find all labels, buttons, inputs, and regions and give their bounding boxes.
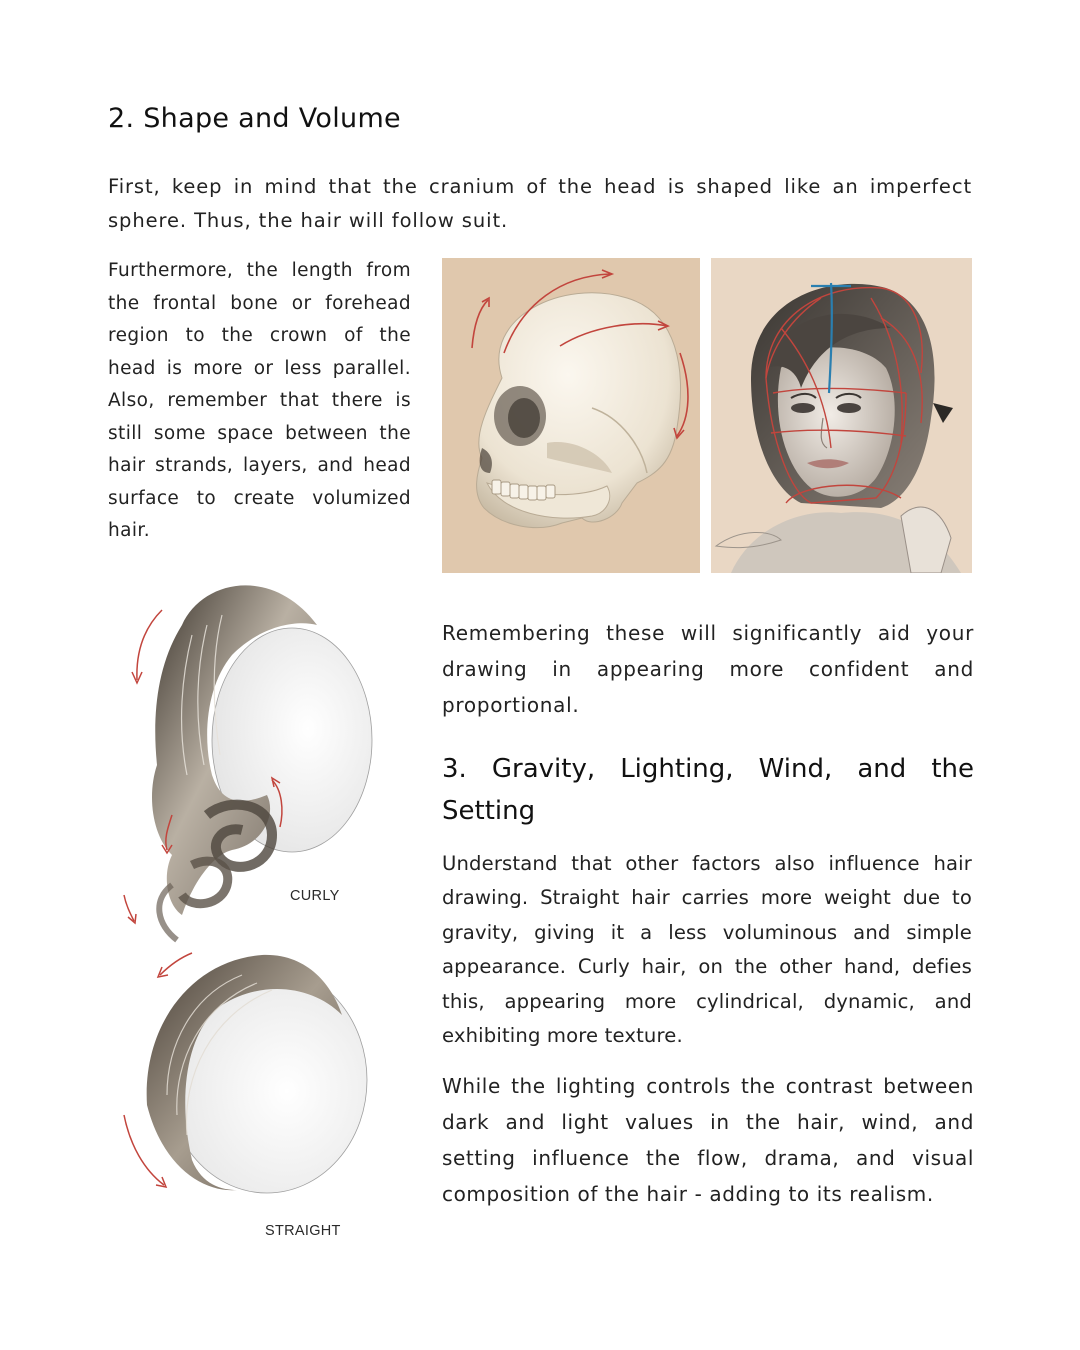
section-title-gravity-lighting: 3. Gravity, Lighting, Wind, and the Setting (442, 754, 974, 826)
section-title-shape-volume: 2. Shape and Volume (108, 103, 401, 134)
intro-paragraph: First, keep in mind that the cranium of the head is shaped like an imperfect sphere. Thus, the hair will follow suit. (108, 175, 972, 232)
understand-paragraph: Understand that other factors also influence hair drawing. Straight hair carries more weight due to gravity, giving it a less voluminous and simple appearance. Curly hair, on the other hand, defies this, appearing more cylindrical, dynamic, and exhibiting more texture. (442, 852, 972, 1048)
skull-illustration (442, 258, 700, 573)
straight-hair-illustration (112, 945, 382, 1205)
lighting-paragraph: While the lighting controls the contrast between dark and light values in the hair, wind, and setting influence the flow, drama, and visual composition of the hair - adding to its realism. (442, 1074, 974, 1206)
curly-label: CURLY (290, 888, 340, 904)
head-guide-illustration (711, 258, 972, 573)
remember-paragraph: Remembering these will significantly aid your drawing in appearing more confident and proportional. (442, 621, 974, 717)
curly-hair-illustration (112, 565, 382, 950)
straight-label: STRAIGHT (265, 1223, 341, 1239)
furthermore-paragraph: Furthermore, the length from the frontal bone or forehead region to the crown of the head is more or less parallel. Also, remember that there is still some space between the hair strands, layers, and head surface to create volumized hair. (108, 260, 411, 541)
